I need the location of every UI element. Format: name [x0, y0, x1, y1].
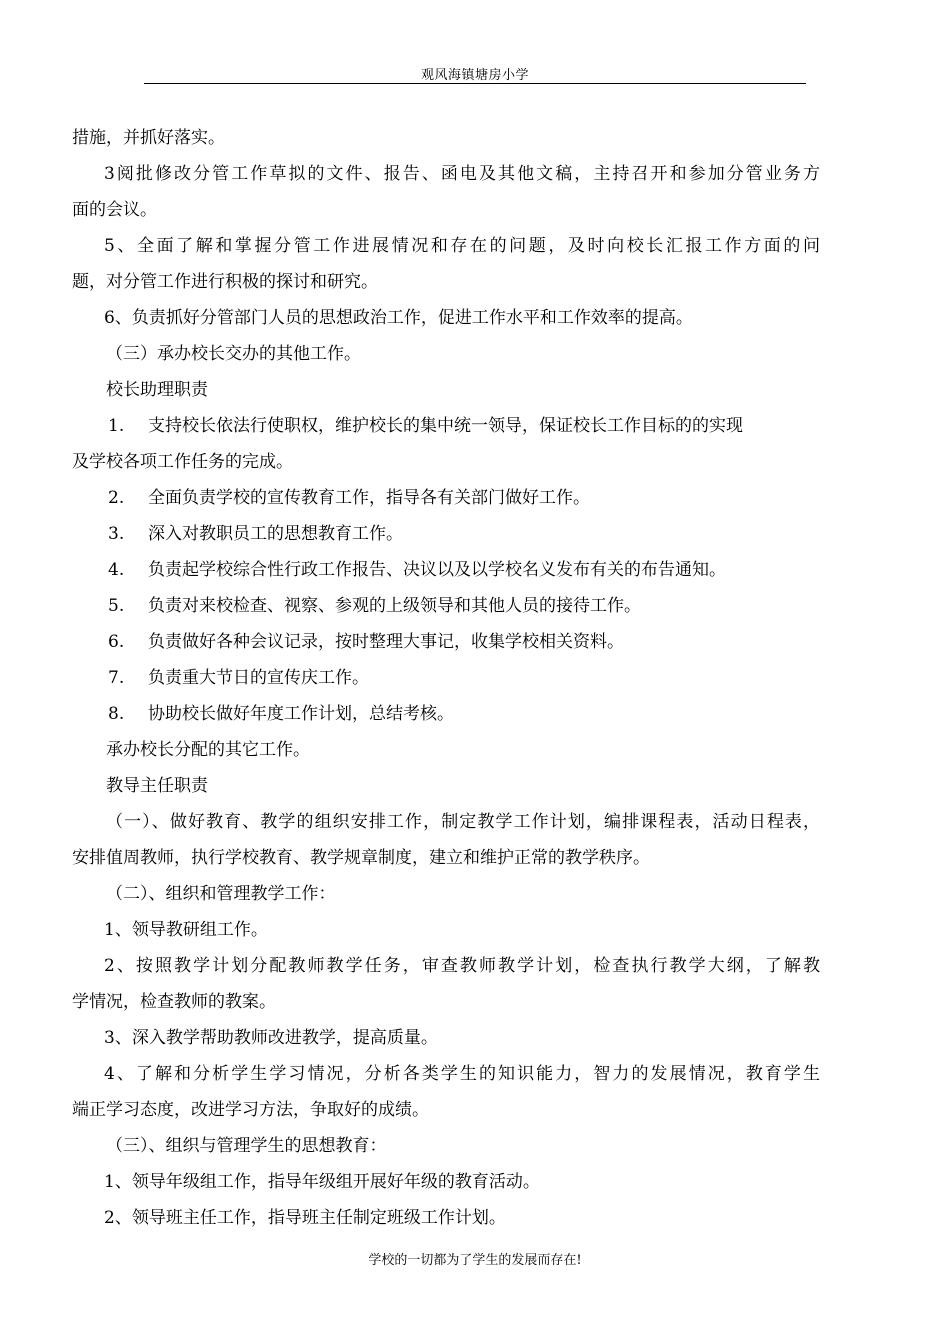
section-heading: （三）承办校长交办的其他工作。 [106, 344, 361, 364]
paragraph-line: 题，对分管工作进行积极的探讨和研究。 [72, 272, 378, 292]
paragraph-line: 2、领导班主任工作，指导班主任制定班级工作计划。 [104, 1208, 506, 1228]
paragraph-line: 学情况，检查教师的教案。 [72, 992, 276, 1012]
list-number: 4. [108, 560, 125, 580]
paragraph-line: 1、领导年级组工作，指导年级组开展好年级的教育活动。 [104, 1172, 540, 1192]
list-number: 6. [108, 632, 125, 652]
list-text: 全面负责学校的宣传教育工作，指导各有关部门做好工作。 [148, 488, 590, 508]
paragraph-line: 措施，并抓好落实。 [72, 128, 225, 148]
section-title: 教导主任职责 [106, 776, 208, 796]
page-header: 观风海镇塘房小学 [420, 68, 529, 83]
list-item [72, 516, 820, 552]
paragraph-line: 面的会议。 [72, 200, 157, 220]
paragraph-line: 6、负责抓好分管部门人员的思想政治工作，促进工作水平和工作效率的提高。 [104, 308, 693, 328]
list-item [72, 588, 820, 624]
list-text: 支持校长依法行使职权，维护校长的集中统一领导，保证校长工作目标的的实现 [148, 416, 743, 436]
paragraph-line: 4、了解和分析学生学习情况，分析各类学生的知识能力，智力的发展情况，教育学生 [104, 1064, 820, 1084]
header-rule [144, 83, 806, 84]
paragraph-line: 5、全面了解和掌握分管工作进展情况和存在的问题，及时向校长汇报工作方面的问 [104, 236, 820, 256]
section-heading: （三）、组织与管理学生的思想教育： [106, 1136, 387, 1156]
paragraph-line: 承办校长分配的其它工作。 [106, 740, 310, 760]
list-text: 负责起学校综合性行政工作报告、决议以及以学校名义发布有关的布告通知。 [148, 560, 726, 580]
list-number: 8. [108, 704, 125, 724]
paragraph-line: 1、领导教研组工作。 [104, 920, 268, 940]
paragraph-line: 安排值周教师，执行学校教育、教学规章制度，建立和维护正常的教学秩序。 [72, 848, 650, 868]
list-number: 1. [108, 416, 125, 436]
list-text: 负责对来校检查、视察、参观的上级领导和其他人员的接待工作。 [148, 596, 641, 616]
section-title: 校长助理职责 [106, 380, 208, 400]
list-item [72, 696, 820, 732]
list-item [72, 408, 820, 444]
page-footer: 学校的一切都为了学生的发展而存在! [368, 1253, 582, 1268]
paragraph-line: 3阅批修改分管工作草拟的文件、报告、函电及其他文稿，主持召开和参加分管业务方 [104, 164, 820, 184]
list-number: 3. [108, 524, 125, 544]
document-body [72, 120, 820, 1236]
paragraph-line: 端正学习态度，改进学习方法，争取好的成绩。 [72, 1100, 429, 1120]
paragraph-line: 2、按照教学计划分配教师教学任务，审查教师教学计划，检查执行教学大纲，了解教 [104, 956, 820, 976]
list-item [72, 624, 820, 660]
paragraph-line: 及学校各项工作任务的完成。 [72, 452, 293, 472]
paragraph-line: 3、深入教学帮助教师改进教学，提高质量。 [104, 1028, 438, 1048]
list-item [72, 552, 820, 588]
list-text: 协助校长做好年度工作计划，总结考核。 [148, 704, 454, 724]
list-text: 负责重大节日的宣传庆工作。 [148, 668, 369, 688]
list-text: 深入对教职员工的思想教育工作。 [148, 524, 403, 544]
paragraph-line: （一）、做好教育、教学的组织安排工作，制定教学工作计划，编排课程表，活动日程表， [106, 812, 820, 832]
list-item [72, 480, 820, 516]
list-item [72, 660, 820, 696]
list-text: 负责做好各种会议记录，按时整理大事记，收集学校相关资料。 [148, 632, 624, 652]
list-number: 2. [108, 488, 125, 508]
list-number: 5. [108, 596, 125, 616]
section-heading: （二）、组织和管理教学工作： [106, 884, 336, 904]
list-number: 7. [108, 668, 125, 688]
